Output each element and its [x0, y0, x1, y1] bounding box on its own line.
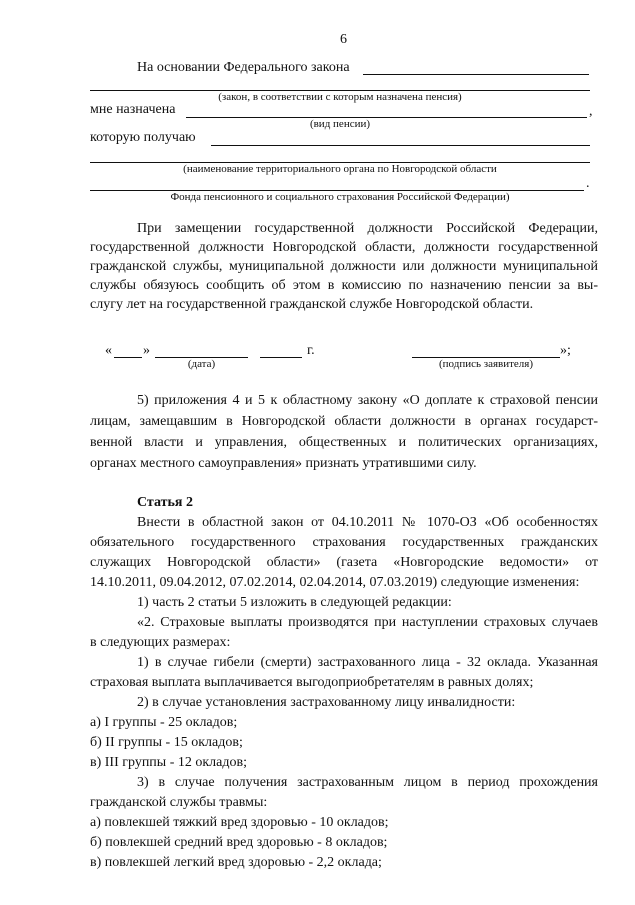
form-line3-label: которую получаю: [90, 130, 196, 145]
form-line1-label: На основании Федерального закона: [137, 60, 350, 75]
date-year-blank[interactable]: [260, 357, 302, 358]
obligation-line-3: гражданской службы, муниципальной должности или должности муниципальной: [90, 259, 598, 274]
date-open-quote: «: [105, 343, 112, 358]
article2-p5a: а) повлекшей тяжкий вред здоровью - 10 окладов;: [90, 815, 389, 830]
article2-p4c: в) III группы - 12 окладов;: [90, 755, 247, 770]
item5-line-3: венной власти и управления, общественных и политических организациях,: [90, 435, 598, 450]
article2-p4b: б) II группы - 15 окладов;: [90, 735, 243, 750]
form-line1-blank[interactable]: [363, 74, 589, 75]
article2-p5b: б) повлекшей средний вред здоровью - 8 окладов;: [90, 835, 388, 850]
item5-line-2: лицам, замещавшим в Новгородской области должности в органах государст-: [90, 414, 598, 429]
article2-p4a: а) I группы - 25 окладов;: [90, 715, 238, 730]
date-close-quote: »: [143, 343, 150, 358]
article2-intro-1: Внести в областной закон от 04.10.2011 № 1070-ОЗ «Об особенностях: [137, 515, 598, 530]
caption-date: (дата): [187, 358, 216, 370]
article2-p2-1: «2. Страховые выплаты производятся при наступлении страховых случаев: [137, 615, 598, 630]
item5-line-4: органах местного самоуправления» признать утратившими силу.: [90, 456, 477, 471]
obligation-line-4: службы обязуюсь сообщить об этом в комиссию по назначению пенсии за вы-: [90, 278, 598, 293]
caption-signature: (подпись заявителя): [438, 358, 534, 370]
article2-intro-2: обязательного государственного страхования государственных гражданских: [90, 535, 598, 550]
form-line2-comma: ,: [589, 104, 593, 119]
article2-heading: Статья 2: [137, 495, 193, 510]
page-number: 6: [340, 32, 347, 47]
article2-p2-2: в следующих размерах:: [90, 635, 231, 650]
caption-territorial-body: (наименование территориального органа по Новгородской области: [183, 163, 497, 175]
article2-p3-1: 1) в случае гибели (смерти) застрахованного лица - 32 оклада. Указанная: [137, 655, 598, 670]
item5-line-1: 5) приложения 4 и 5 к областному закону «О доплате к страховой пенсии: [137, 393, 598, 408]
article2-p1: 1) часть 2 статьи 5 изложить в следующей редакции:: [137, 595, 452, 610]
caption-pension-fund: Фонда пенсионного и социального страхования Российской Федерации): [170, 191, 510, 203]
article2-p5-2: гражданской службы травмы:: [90, 795, 268, 810]
article2-intro-4: 14.10.2011, 09.04.2012, 07.02.2014, 02.04.2014, 07.03.2019) следующие изменения:: [90, 575, 580, 590]
article2-p5c: в) повлекшей легкий вред здоровью - 2,2 оклада;: [90, 855, 382, 870]
form-line3-blank[interactable]: [211, 145, 590, 146]
article2-intro-3: служащих Новгородской области» (газета «Новгородские ведомости» от: [90, 555, 598, 570]
caption-pension-type: (вид пенсии): [309, 118, 371, 130]
obligation-line-1: При замещении государственной должности Российской Федерации,: [137, 221, 598, 236]
article2-p4: 2) в случае установления застрахованному лицу инвалидности:: [137, 695, 516, 710]
date-year-suffix: г.: [307, 343, 315, 358]
obligation-line-5: слугу лет на государственной гражданской службе Новгородской области.: [90, 297, 534, 312]
article2-p5-1: 3) в случае получения застрахованным лицом в период прохождения: [137, 775, 598, 790]
form-line2-label: мне назначена: [90, 102, 176, 117]
date-day-blank[interactable]: [114, 357, 142, 358]
article2-p3-2: страховая выплата выплачивается выгодоприобретателям в равных долях;: [90, 675, 534, 690]
caption-law: (закон, в соответствии с которым назначена пенсия): [218, 91, 462, 103]
form-line4-dot: .: [586, 176, 590, 191]
obligation-line-2: государственной должности Новгородской области, должности государственной: [90, 240, 598, 255]
signature-end-mark: »;: [560, 343, 571, 358]
